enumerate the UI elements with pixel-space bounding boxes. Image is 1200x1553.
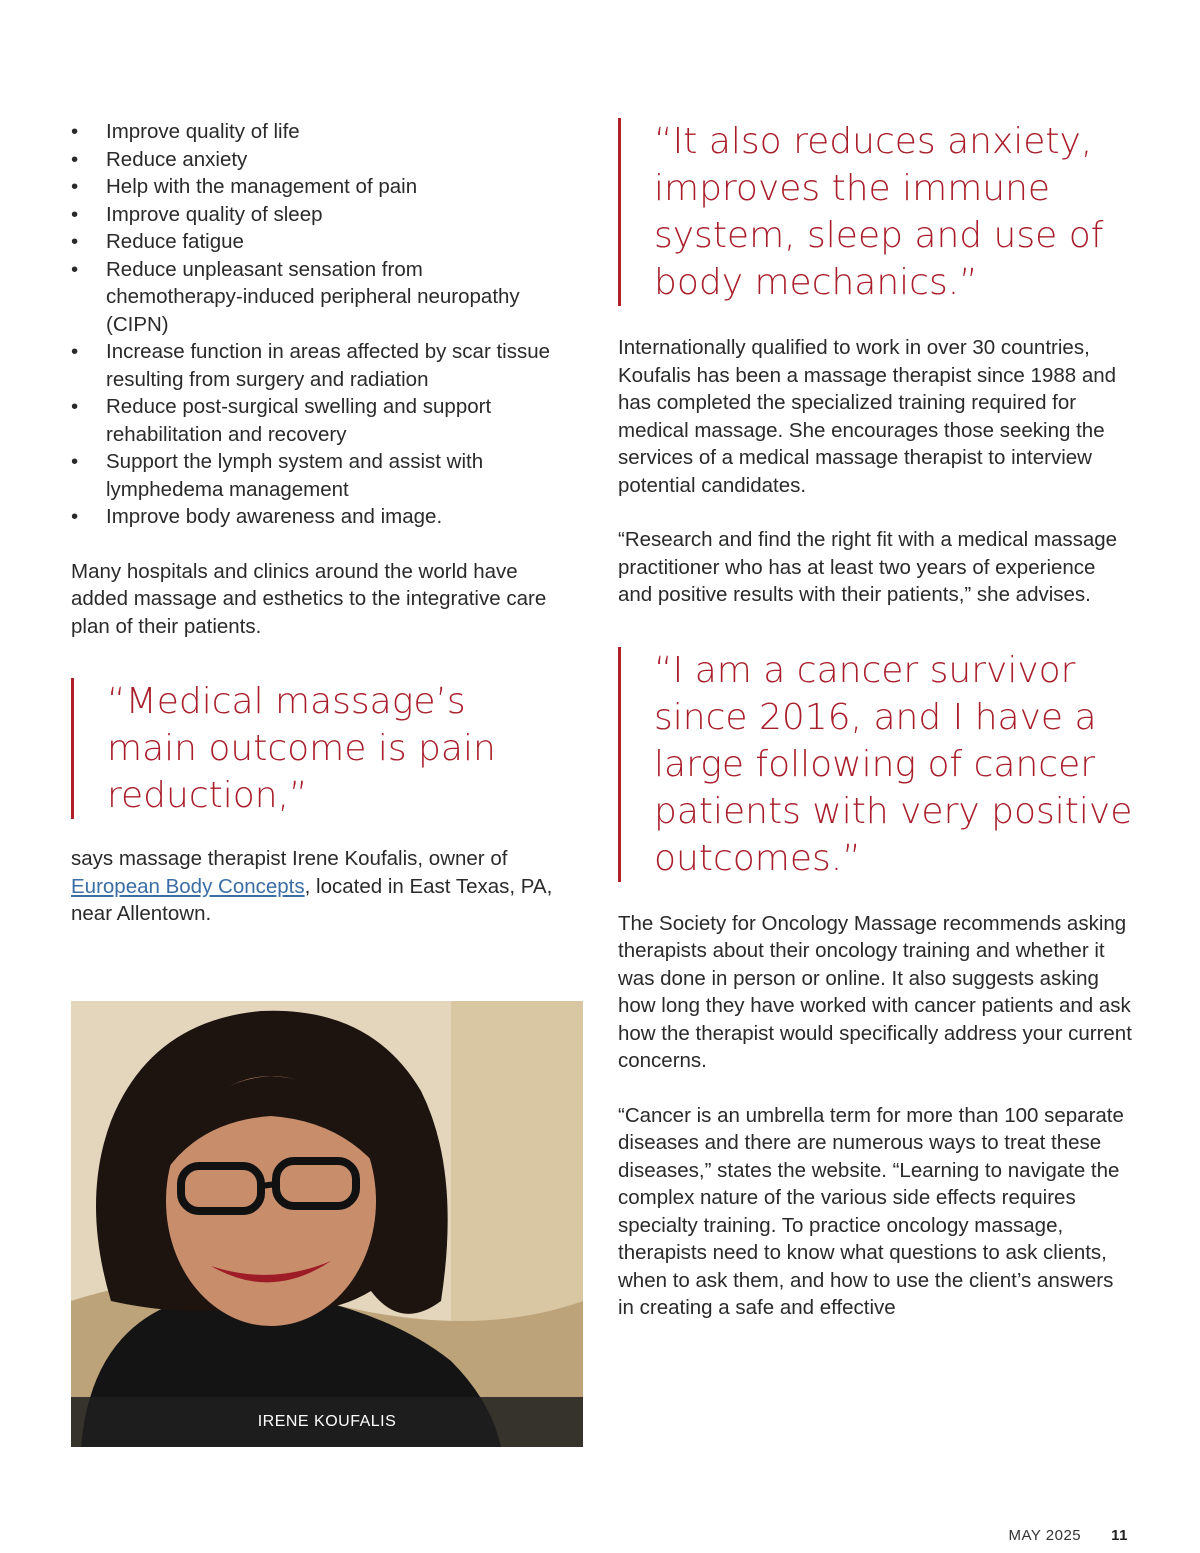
paragraph: The Society for Oncology Massage recommends asking therapists about their oncology training and whether it was done in person or online. It also suggests asking how long they have worked with cancer patients and ask how the therapist would specifically address your current concerns. [618, 911, 1132, 1072]
list-item: • Reduce fatigue [71, 228, 561, 256]
pull-quote-text: “Medical massage’s main outcome is pain reduction,” [107, 681, 496, 816]
left-column [71, 118, 561, 928]
pull-quote [71, 678, 561, 819]
paragraph: Internationally qualified to work in over 30 countries, Koufalis has been a massage therapist since 1988 and has completed the specialized training required for medical massage. She encourages those seeking the services of a medical massage therapist to interview potential candidates. [618, 336, 1117, 497]
attribution-text-end: , located in East Texas, PA, near Allentown. [71, 874, 553, 925]
paragraph: Many hospitals and clinics around the world have added massage and esthetics to the integrative care plan of their patients. [71, 559, 547, 638]
list-item: • Support the lymph system and assist with lymphedema management [71, 448, 561, 503]
pull-quote-text: “I am a cancer survivor since 2016, and I have a large following of cancer patients with very positive outcomes.” [654, 649, 1133, 879]
european-body-concepts-link[interactable]: European Body Concepts [71, 874, 305, 898]
pull-quote [618, 118, 1133, 306]
portrait-photo [71, 1001, 583, 1447]
list-item: • Improve quality of life [71, 118, 561, 146]
list-item: • Improve quality of sleep [71, 201, 561, 229]
list-item: • Improve body awareness and image. [71, 503, 561, 531]
right-column [618, 118, 1133, 1322]
list-item: • Reduce unpleasant sensation from chemotherapy-induced peripheral neuropathy (CIPN) [71, 256, 561, 339]
list-item: • Reduce post-surgical swelling and support rehabilitation and recovery [71, 393, 561, 448]
portrait-illustration [71, 1001, 583, 1447]
page-number: 11 [1111, 1527, 1128, 1544]
list-item: • Reduce anxiety [71, 146, 561, 174]
issue-date: MAY 2025 [1008, 1527, 1082, 1544]
paragraph: “Cancer is an umbrella term for more than 100 separate diseases and there are numerous ways to treat these diseases,” states the website. “Learning to navigate the complex nature of the various side effects requires specialty training. To practice oncology massage, therapists need to know what questions to ask clients, when to ask them, and how to use the client’s answers in creating a safe and effective [618, 1103, 1124, 1319]
page-footer [1008, 1527, 1128, 1544]
photo-caption: IRENE KOUFALIS [71, 1397, 583, 1447]
pull-quote [618, 647, 1133, 882]
list-item: • Help with the management of pain [71, 173, 561, 201]
benefits-list [71, 118, 561, 531]
paragraph: “Research and find the right fit with a medical massage practitioner who has at least two years of experience and positive results with their patients,” she advises. [618, 528, 1118, 606]
attribution-paragraph [71, 845, 561, 928]
list-item: • Increase function in areas affected by scar tissue resulting from surgery and radiation [71, 338, 561, 393]
pull-quote-text: “It also reduces anxiety, improves the immune system, sleep and use of body mechanics.” [654, 121, 1104, 303]
attribution-text: says massage therapist Irene Koufalis, owner of [71, 847, 508, 870]
